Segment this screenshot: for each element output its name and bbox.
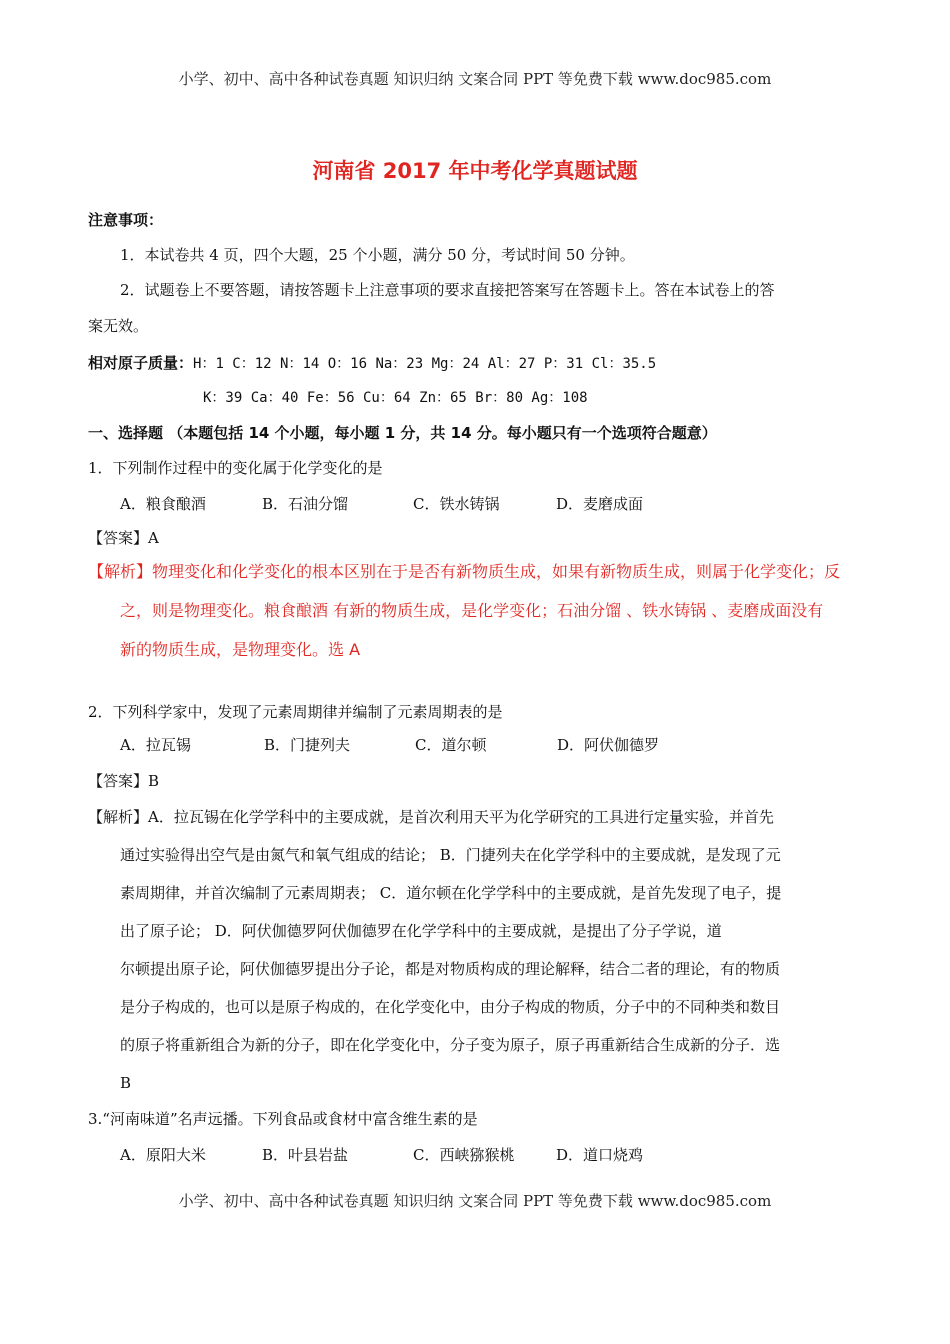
question-1-analysis-line-2: 之，则是物理变化。粮食酿酒 有新的物质生成，是化学变化；石油分馏 、铁水铸锅 、麦磨成面没有 [120, 601, 824, 620]
question-2-analysis-line-7: 的原子将重新组合为新的分子，即在化学变化中，分子变为原子，原子再重新结合生成新的分子．选 [120, 1036, 781, 1054]
notice-item-2-line-2: 案无效。 [88, 317, 149, 335]
question-2-analysis-line-2: 通过实验得出空气是由氮气和氧气组成的结论； B．门捷列夫在化学学科中的主要成就，是发现了元 [120, 846, 781, 864]
notice-item-1: 1．本试卷共 4 页，四个大题，25 个小题，满分 50 分，考试时间 50 分钟。 [120, 246, 635, 264]
question-1-option-a: A．粮食酿酒 [120, 495, 206, 513]
question-3-option-a: A．原阳大米 [120, 1146, 206, 1164]
question-2-stem: 2．下列科学家中，发现了元素周期律并编制了元素周期表的是 [88, 703, 503, 721]
question-2-analysis-line-8: B [120, 1074, 132, 1092]
question-1-stem: 1．下列制作过程中的变化属于化学变化的是 [88, 459, 383, 477]
question-3-option-d: D．道口烧鸡 [556, 1146, 644, 1164]
question-2-analysis-line-1: 【解析】A．拉瓦锡在化学学科中的主要成就，是首次利用天平为化学研究的工具进行定量实验，并首先 [88, 808, 774, 826]
question-2-analysis-line-3: 素周期律，并首次编制了元素周期表； C．道尔顿在化学学科中的主要成就，是首先发现了电子，提 [120, 884, 782, 902]
question-2-analysis-line-6: 是分子构成的，也可以是原子构成的，在化学变化中，由分子构成的物质，分子中的不同种类和数目 [120, 998, 781, 1016]
question-3-stem: 3.“河南味道”名声远播。下列食品或食材中富含维生素的是 [88, 1110, 478, 1128]
question-2-analysis-line-4: 出了原子论； D．阿伏伽德罗阿伏伽德罗在化学学科中的主要成就，是提出了分子学说，道 [120, 922, 722, 940]
atomic-mass-row-1 [88, 353, 656, 374]
notice-item-2-line-1: 2．试题卷上不要答题，请按答题卡上注意事项的要求直接把答案写在答题卡上。答在本试卷上的答 [120, 281, 775, 299]
atomic-mass-values-2: K：39 Ca：40 Fe：56 Cu：64 Zn：65 Br：80 Ag：108 [203, 390, 588, 406]
notice-heading: 注意事项： [88, 211, 164, 229]
question-2-option-b: B．门捷列夫 [264, 736, 351, 754]
question-1-option-b: B．石油分馏 [262, 495, 349, 513]
question-2-analysis-line-5: 尔顿提出原子论，阿伏伽德罗提出分子论，都是对物质构成的理论解释，结合二者的理论，有的物质 [120, 960, 781, 978]
question-2-answer: 【答案】B [88, 772, 160, 790]
question-2-option-a: A．拉瓦锡 [120, 736, 191, 754]
question-2-option-d: D．阿伏伽德罗 [557, 736, 660, 754]
question-3-option-b: B．叶县岩盐 [262, 1146, 349, 1164]
section-1-heading: 一、选择题 （本题包括 14 个小题，每小题 1 分，共 14 分。每小题只有一个选项符合题意） [88, 424, 717, 442]
page-header: 小学、初中、高中各种试卷真题 知识归纳 文案合同 PPT 等免费下载 www.doc985.com [178, 70, 772, 88]
question-3-option-c: C．西峡猕猴桃 [413, 1146, 515, 1164]
question-1-analysis-line-1: 【解析】物理变化和化学变化的根本区别在于是否有新物质生成，如果有新物质生成，则属于化学变化；反 [88, 562, 841, 581]
question-1-answer: 【答案】A [88, 529, 159, 547]
question-1-option-d: D．麦磨成面 [556, 495, 644, 513]
atomic-mass-values-1: H：1 C：12 N：14 O：16 Na：23 Mg：24 Al：27 P：31 Cl：35.5 [193, 356, 657, 372]
question-2-option-c: C．道尔顿 [415, 736, 487, 754]
question-1-option-c: C．铁水铸锅 [413, 495, 500, 513]
question-1-analysis-line-3: 新的物质生成，是物理变化。选 A [120, 640, 361, 659]
page-footer: 小学、初中、高中各种试卷真题 知识归纳 文案合同 PPT 等免费下载 www.doc985.com [178, 1192, 772, 1210]
page-title: 河南省 2017 年中考化学真题试题 [312, 159, 638, 183]
atomic-mass-label: 相对原子质量： [88, 354, 194, 372]
